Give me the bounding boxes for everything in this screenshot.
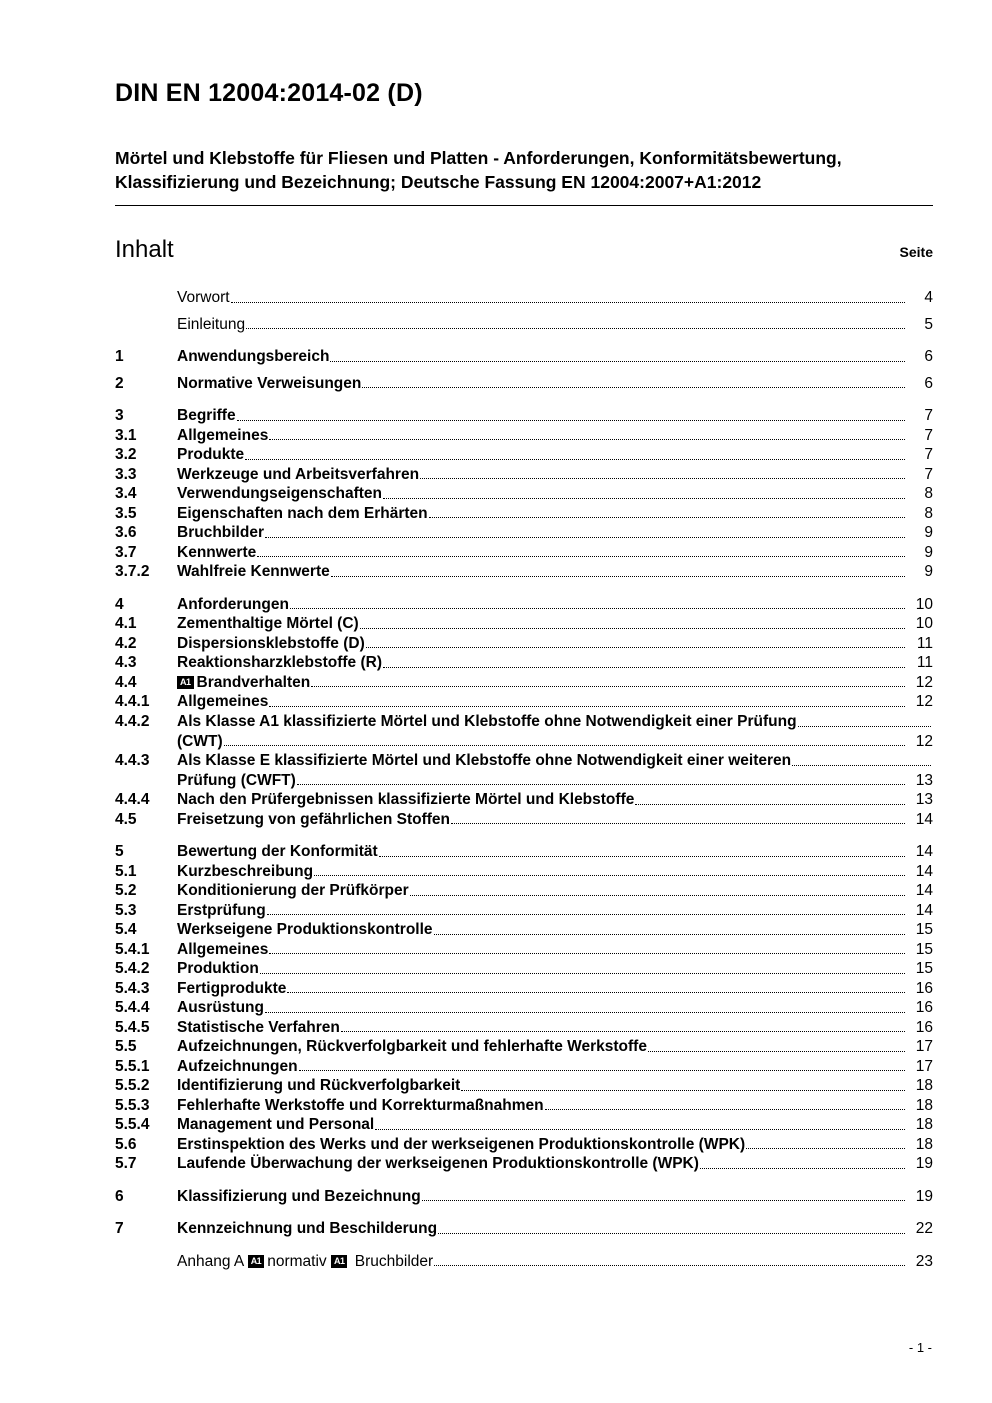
toc-entry-page: 19 bbox=[915, 1187, 933, 1205]
toc-entry-number: 4.4 bbox=[115, 673, 137, 691]
toc-entry-number: 4 bbox=[115, 595, 124, 613]
leader-dots bbox=[438, 1232, 905, 1234]
toc-entry[interactable] bbox=[115, 523, 933, 543]
toc-entry-page: 11 bbox=[916, 634, 933, 652]
toc-entry-number: 5.7 bbox=[115, 1155, 137, 1173]
toc-entry-label: Fertigprodukte bbox=[177, 979, 287, 997]
toc-entry-page: 4 bbox=[924, 289, 933, 307]
toc-entry[interactable] bbox=[115, 1187, 933, 1207]
document-title: Mörtel und Klebstoffe für Fliesen und Platten - Anforderungen, Konformitätsbewertung, Klassifizierung und Bezeichnung; Deutsche Fassung EN 12004:2007+A1:2012 bbox=[115, 147, 842, 193]
toc-entry-number: 5.4.2 bbox=[115, 960, 150, 978]
toc-entry[interactable] bbox=[115, 842, 933, 862]
leader-dots bbox=[269, 705, 905, 707]
toc-entry-number: 5.5.4 bbox=[115, 1116, 150, 1134]
toc-entry-number: 5.4.4 bbox=[115, 999, 150, 1017]
toc-entry-label: Konditionierung der Prüfkörper bbox=[177, 882, 409, 900]
toc-entry-page: 18 bbox=[915, 1096, 933, 1114]
toc-entry-label: Werkzeuge und Arbeitsverfahren bbox=[177, 465, 420, 483]
toc-entry-page: 18 bbox=[915, 1135, 933, 1153]
toc-entry-number: 6 bbox=[115, 1187, 124, 1205]
toc-entry[interactable] bbox=[115, 673, 933, 693]
leader-dots bbox=[290, 607, 905, 609]
toc-entry-label: Kennwerte bbox=[177, 543, 257, 561]
toc-entry-page: 6 bbox=[924, 374, 933, 392]
toc-entry-label: Wahlfreie Kennwerte bbox=[177, 563, 330, 581]
toc-entry-page: 10 bbox=[915, 615, 933, 633]
toc-entry-page: 17 bbox=[915, 1057, 933, 1075]
toc-entry-page: 9 bbox=[924, 524, 933, 542]
toc-entry-number: 2 bbox=[115, 374, 124, 392]
toc-entry-page: 12 bbox=[915, 693, 933, 711]
toc-entry-number: 3.2 bbox=[115, 446, 137, 464]
toc-entry-label: Erstinspektion des Werks und der werkseigenen Produktionskontrolle (WPK) bbox=[177, 1135, 746, 1153]
toc-entry-page: 16 bbox=[915, 999, 933, 1017]
leader-dots bbox=[257, 555, 905, 557]
toc-entry-label: Bruchbilder bbox=[177, 524, 264, 542]
leader-dots bbox=[267, 913, 905, 915]
leader-dots bbox=[287, 991, 905, 993]
toc-entry-number: 5.4.5 bbox=[115, 1018, 150, 1036]
toc-entry[interactable] bbox=[115, 1135, 933, 1155]
toc-entry-page: 6 bbox=[924, 348, 933, 366]
leader-dots bbox=[297, 783, 905, 785]
toc-entry-label: Klassifizierung und Bezeichnung bbox=[177, 1187, 421, 1205]
toc-entry-number: 5.5.1 bbox=[115, 1057, 150, 1075]
toc-entry-label: Aufzeichnungen bbox=[177, 1057, 298, 1075]
toc-entry-number: 5.4.3 bbox=[115, 979, 150, 997]
toc-entry-page: 14 bbox=[915, 862, 933, 880]
toc-entry-label: Produktion bbox=[177, 960, 259, 978]
toc-entry-label: Dispersionsklebstoffe (D) bbox=[177, 634, 365, 652]
toc-entry-page: 14 bbox=[915, 882, 933, 900]
toc-entry-number: 5.4 bbox=[115, 921, 137, 939]
toc-entry[interactable] bbox=[115, 543, 933, 563]
toc-entry-number: 5 bbox=[115, 843, 124, 861]
toc-entry[interactable] bbox=[115, 595, 933, 615]
toc-entry[interactable] bbox=[115, 1154, 933, 1174]
toc-entry-label: Management und Personal bbox=[177, 1116, 375, 1134]
leader-dots bbox=[545, 1108, 905, 1110]
leader-dots bbox=[379, 855, 905, 857]
toc-entry-label: Laufende Überwachung der werkseigenen Produktionskontrolle (WPK) bbox=[177, 1155, 699, 1173]
leader-dots bbox=[648, 1050, 905, 1052]
toc-entry-number: 3 bbox=[115, 407, 124, 425]
leader-dots bbox=[299, 1069, 905, 1071]
toc-entry[interactable] bbox=[115, 465, 933, 485]
leader-dots bbox=[451, 822, 905, 824]
toc-entry-number: 4.1 bbox=[115, 615, 137, 633]
leader-dots bbox=[311, 685, 905, 687]
toc-entry[interactable] bbox=[115, 862, 933, 882]
toc-entry[interactable] bbox=[115, 562, 933, 582]
leader-dots bbox=[237, 419, 905, 421]
toc-entry-page: 13 bbox=[915, 771, 933, 789]
toc-entry-number: 5.2 bbox=[115, 882, 137, 900]
toc-entry-number: 5.3 bbox=[115, 901, 137, 919]
leader-dots bbox=[360, 627, 905, 629]
toc-entry-label: Statistische Verfahren bbox=[177, 1018, 340, 1036]
toc-entry[interactable] bbox=[115, 426, 933, 446]
toc-entry-label: Anforderungen bbox=[177, 595, 289, 613]
toc-entry-number: 5.5 bbox=[115, 1038, 137, 1056]
toc-entry[interactable] bbox=[115, 1096, 933, 1116]
toc-entry-page: 16 bbox=[915, 979, 933, 997]
toc-entry[interactable] bbox=[115, 920, 933, 940]
toc-entry-label: Einleitung bbox=[177, 315, 246, 333]
toc-entry-label: Verwendungseigenschaften bbox=[177, 485, 382, 503]
toc-entry-number: 7 bbox=[115, 1220, 124, 1238]
toc-entry-number: 4.4.2 bbox=[115, 712, 150, 730]
leader-dots bbox=[366, 646, 905, 648]
toc-page-column-label: Seite bbox=[899, 244, 933, 261]
toc-entry-number: 4.4.1 bbox=[115, 693, 150, 711]
toc-entry-label: Werkseigene Produktionskontrolle bbox=[177, 921, 433, 939]
toc-entry-label: Bewertung der Konformität bbox=[177, 843, 378, 861]
leader-dots bbox=[383, 497, 905, 499]
leader-dots bbox=[224, 744, 905, 746]
toc-entry[interactable] bbox=[115, 1057, 933, 1077]
toc-entry-page: 18 bbox=[915, 1077, 933, 1095]
toc-entry[interactable] bbox=[115, 288, 933, 308]
leader-dots bbox=[330, 360, 905, 362]
toc-entry-number: 5.5.3 bbox=[115, 1096, 150, 1114]
toc-entry[interactable] bbox=[115, 1252, 933, 1272]
toc-entry-number: 5.6 bbox=[115, 1135, 137, 1153]
leader-dots bbox=[746, 1147, 905, 1149]
toc-entry-page: 5 bbox=[924, 315, 933, 333]
leader-dots bbox=[314, 874, 905, 876]
toc-entry-page: 14 bbox=[915, 843, 933, 861]
toc-entry-page: 7 bbox=[924, 446, 933, 464]
toc-entry-page: 14 bbox=[915, 810, 933, 828]
toc-entry-label: Zementhaltige Mörtel (C) bbox=[177, 615, 359, 633]
toc-entry[interactable] bbox=[115, 1037, 933, 1057]
toc-entry-label: Anhang A A1 normativ A1 Bruchbilder bbox=[177, 1252, 434, 1270]
toc-entry[interactable] bbox=[115, 979, 933, 999]
toc-entry-page: 11 bbox=[916, 654, 933, 672]
toc-entry[interactable] bbox=[115, 347, 933, 367]
toc-entry-page: 12 bbox=[915, 732, 933, 750]
toc-entry-page: 15 bbox=[915, 921, 933, 939]
toc-entry-number: 3.6 bbox=[115, 524, 137, 542]
page-number-footer: - 1 - bbox=[908, 1340, 932, 1355]
toc-entry-number: 3.4 bbox=[115, 485, 137, 503]
toc-entry-page: 7 bbox=[924, 465, 933, 483]
toc-entry-number: 4.3 bbox=[115, 654, 137, 672]
leader-dots bbox=[269, 952, 905, 954]
amendment-marker-icon: A1 bbox=[331, 1255, 348, 1268]
leader-dots bbox=[331, 575, 905, 577]
toc-entry-label-continued: Prüfung (CWFT) bbox=[177, 771, 296, 789]
toc-entry-label: Nach den Prüfergebnissen klassifizierte Mörtel und Klebstoffe bbox=[177, 791, 635, 809]
toc-entry-page: 13 bbox=[915, 791, 933, 809]
toc-entry-number: 4.4.4 bbox=[115, 791, 150, 809]
toc-entry[interactable] bbox=[115, 998, 933, 1018]
toc-entry-label: Allgemeines bbox=[177, 426, 269, 444]
toc-entry-number: 3.5 bbox=[115, 504, 137, 522]
toc-entry-label: Reaktionsharzklebstoffe (R) bbox=[177, 654, 382, 672]
leader-dots bbox=[420, 477, 905, 479]
toc-entry-label: Allgemeines bbox=[177, 940, 269, 958]
toc-entry-label: Kennzeichnung und Beschilderung bbox=[177, 1220, 438, 1238]
toc-entry[interactable] bbox=[115, 1115, 933, 1135]
leader-dots bbox=[260, 972, 905, 974]
toc-entry-label: Fehlerhafte Werkstoffe und Korrekturmaßnahmen bbox=[177, 1096, 544, 1114]
leader-dots bbox=[265, 536, 905, 538]
toc-entry-label: Anwendungsbereich bbox=[177, 348, 330, 366]
toc-entry-number: 3.7 bbox=[115, 543, 137, 561]
leader-dots bbox=[341, 1030, 905, 1032]
toc-entry[interactable] bbox=[115, 484, 933, 504]
leader-dots bbox=[375, 1128, 905, 1130]
toc-entry-label: Als Klasse A1 klassifizierte Mörtel und Klebstoffe ohne Notwendigkeit einer Prüfung bbox=[177, 712, 797, 730]
toc-entry-page: 12 bbox=[915, 673, 933, 691]
toc-entry[interactable] bbox=[115, 959, 933, 979]
toc-entry[interactable] bbox=[115, 692, 933, 712]
toc-entry-label: Als Klasse E klassifizierte Mörtel und Klebstoffe ohne Notwendigkeit einer weiteren bbox=[177, 752, 792, 770]
leader-dots bbox=[798, 725, 931, 727]
toc-entry[interactable] bbox=[115, 1018, 933, 1038]
toc-entry-number: 4.2 bbox=[115, 634, 137, 652]
leader-dots bbox=[383, 666, 905, 668]
toc-entry[interactable] bbox=[115, 634, 933, 654]
toc-entry-label: Aufzeichnungen, Rückverfolgbarkeit und fehlerhafte Werkstoffe bbox=[177, 1038, 647, 1056]
toc-entry[interactable] bbox=[115, 940, 933, 960]
leader-dots bbox=[422, 1199, 905, 1201]
toc-entry[interactable] bbox=[115, 653, 933, 673]
toc-entry-label: Vorwort bbox=[177, 289, 230, 307]
leader-dots bbox=[461, 1089, 905, 1091]
leader-dots bbox=[362, 386, 905, 388]
toc-entry-number: 3.7.2 bbox=[115, 563, 150, 581]
toc-entry-number: 4.5 bbox=[115, 810, 137, 828]
toc-entry-page: 7 bbox=[924, 407, 933, 425]
toc-entry-number: 4.4.3 bbox=[115, 752, 150, 770]
toc-entry-page: 9 bbox=[924, 563, 933, 581]
toc-entry-page: 17 bbox=[915, 1038, 933, 1056]
toc-entry-page: 10 bbox=[915, 595, 933, 613]
toc-entry-number: 5.5.2 bbox=[115, 1077, 150, 1095]
toc-entry[interactable] bbox=[115, 406, 933, 426]
toc-entry[interactable] bbox=[115, 881, 933, 901]
toc-entry-label: Freisetzung von gefährlichen Stoffen bbox=[177, 810, 450, 828]
toc-entry[interactable] bbox=[115, 1219, 933, 1239]
toc-entry[interactable] bbox=[115, 315, 933, 335]
toc-entry[interactable] bbox=[115, 374, 933, 394]
toc-entry-page: 15 bbox=[915, 940, 933, 958]
toc-entry-label: Allgemeines bbox=[177, 693, 269, 711]
leader-dots bbox=[700, 1167, 905, 1169]
toc-entry-label: A1 Brandverhalten bbox=[177, 673, 310, 693]
table-of-contents bbox=[115, 288, 933, 1271]
leader-dots bbox=[635, 803, 905, 805]
toc-entry-label: Eigenschaften nach dem Erhärten bbox=[177, 504, 428, 522]
leader-dots bbox=[792, 764, 931, 766]
toc-entry-page: 7 bbox=[924, 426, 933, 444]
toc-entry[interactable] bbox=[115, 504, 933, 524]
amendment-marker-icon: A1 bbox=[248, 1255, 265, 1268]
toc-entry[interactable] bbox=[115, 810, 933, 830]
leader-dots bbox=[269, 438, 905, 440]
toc-entry-label: Kurzbeschreibung bbox=[177, 862, 314, 880]
toc-entry-label: Normative Verweisungen bbox=[177, 374, 362, 392]
toc-header bbox=[115, 236, 933, 264]
leader-dots bbox=[429, 516, 905, 518]
toc-entry-page: 15 bbox=[915, 960, 933, 978]
toc-heading: Inhalt bbox=[115, 236, 174, 264]
toc-entry-label: Begriffe bbox=[177, 407, 236, 425]
leader-dots bbox=[245, 458, 905, 460]
toc-entry-page: 16 bbox=[915, 1018, 933, 1036]
leader-dots bbox=[265, 1011, 905, 1013]
leader-dots bbox=[434, 1264, 905, 1266]
toc-entry-page: 22 bbox=[915, 1220, 933, 1238]
toc-entry[interactable] bbox=[115, 1076, 933, 1096]
toc-entry-page: 18 bbox=[915, 1116, 933, 1134]
toc-entry-page: 14 bbox=[915, 901, 933, 919]
leader-dots bbox=[231, 301, 905, 303]
toc-entry-label: Erstprüfung bbox=[177, 901, 266, 919]
amendment-marker-icon: A1 bbox=[177, 676, 194, 689]
title-divider bbox=[115, 205, 933, 206]
toc-entry-number: 5.1 bbox=[115, 862, 137, 880]
toc-entry-number: 3.1 bbox=[115, 426, 137, 444]
toc-entry-page: 8 bbox=[924, 504, 933, 522]
toc-entry-number: 3.3 bbox=[115, 465, 137, 483]
toc-entry[interactable] bbox=[115, 751, 933, 790]
toc-entry-label: Produkte bbox=[177, 446, 245, 464]
toc-entry-page: 23 bbox=[915, 1252, 933, 1270]
toc-entry-page: 8 bbox=[924, 485, 933, 503]
leader-dots bbox=[246, 327, 905, 329]
toc-entry[interactable] bbox=[115, 445, 933, 465]
toc-entry[interactable] bbox=[115, 712, 933, 751]
toc-entry-page: 19 bbox=[915, 1155, 933, 1173]
toc-entry[interactable] bbox=[115, 901, 933, 921]
toc-entry-label: Ausrüstung bbox=[177, 999, 264, 1017]
toc-entry-page: 9 bbox=[924, 543, 933, 561]
toc-entry-label-continued: (CWT) bbox=[177, 732, 223, 750]
toc-entry-label: Identifizierung und Rückverfolgbarkeit bbox=[177, 1077, 461, 1095]
toc-entry-number: 5.4.1 bbox=[115, 940, 150, 958]
document-number: DIN EN 12004:2014-02 (D) bbox=[115, 79, 423, 107]
leader-dots bbox=[410, 894, 905, 896]
leader-dots bbox=[434, 933, 905, 935]
toc-entry[interactable] bbox=[115, 614, 933, 634]
toc-entry-number: 1 bbox=[115, 348, 124, 366]
toc-entry[interactable] bbox=[115, 790, 933, 810]
